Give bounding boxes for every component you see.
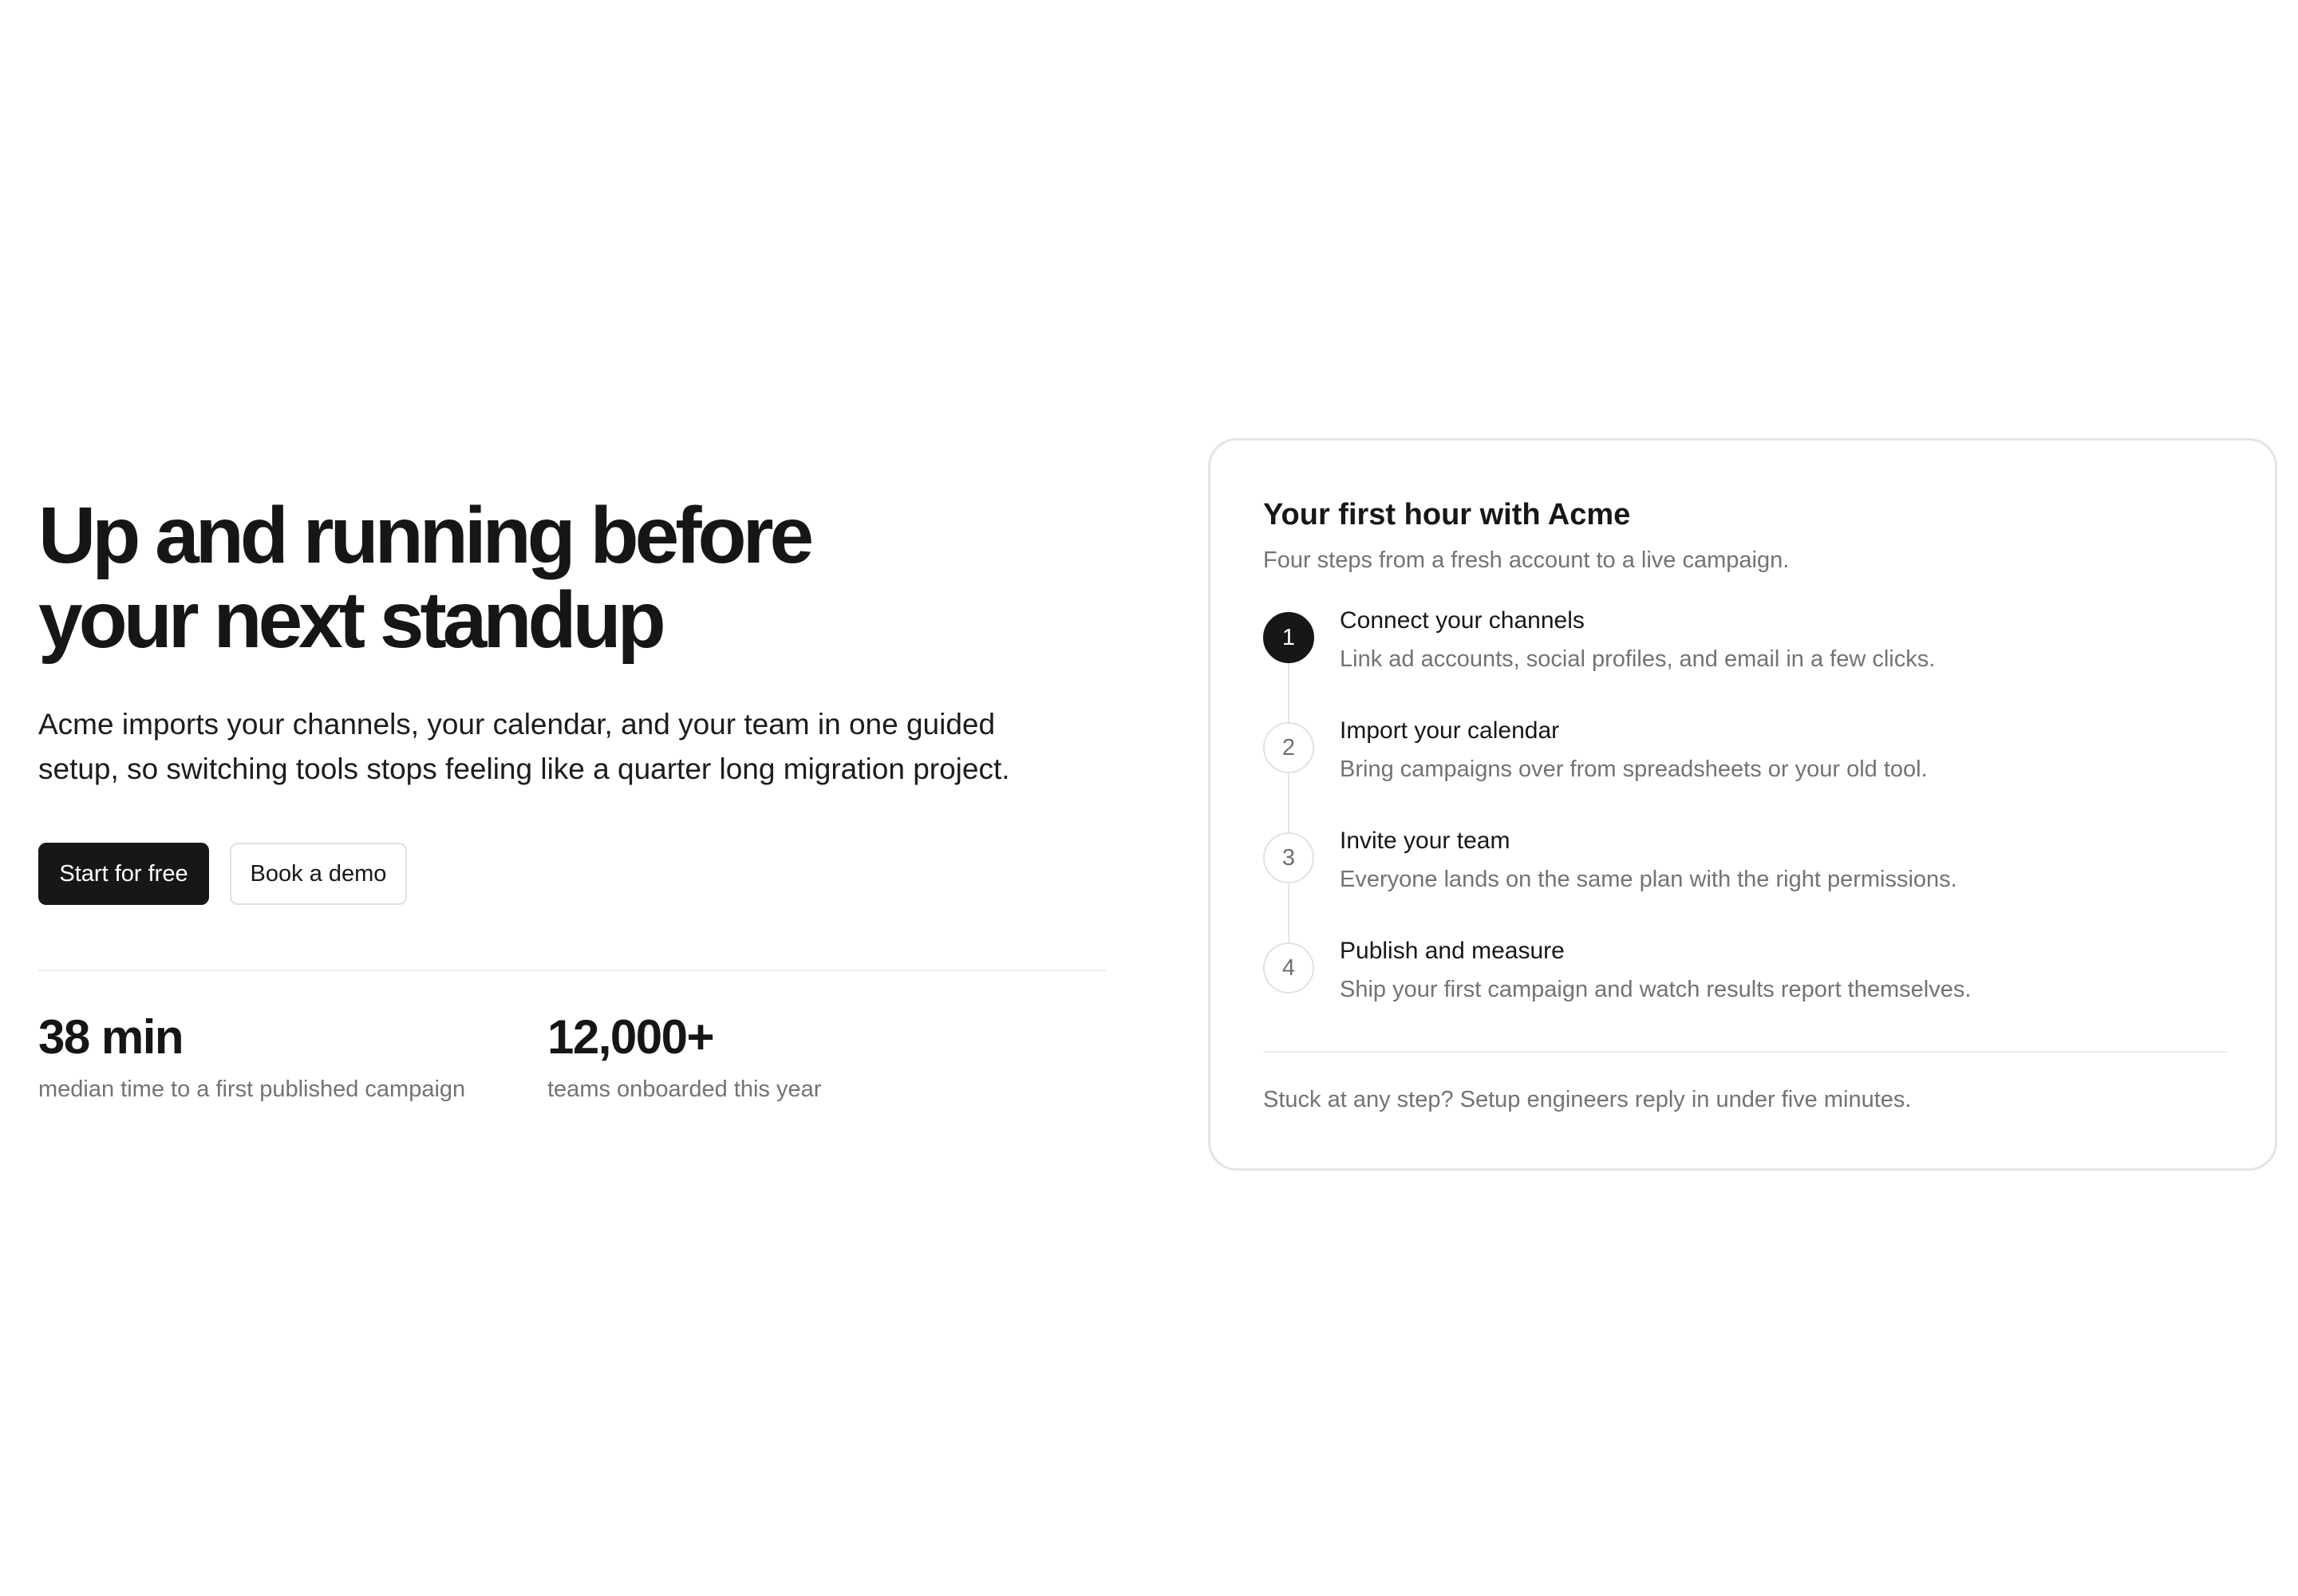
stat-label: median time to a first published campaign: [38, 1077, 466, 1102]
step-description: Everyone lands on the same plan with the right permissions.: [1340, 867, 1957, 892]
step-title: Import your calendar: [1340, 717, 1560, 744]
step-description: Link ad accounts, social profiles, and email in a few clicks.: [1340, 646, 1936, 672]
stat-label: teams onboarded this year: [547, 1077, 822, 1102]
stat-time-to-campaign: [38, 1007, 465, 1104]
step-import-calendar: [1263, 717, 2229, 802]
card-divider: [1263, 1051, 2227, 1053]
onboarding-card: [1208, 438, 2277, 1171]
step-connect-channels: [1263, 607, 2229, 692]
hero-title-line-2: your next standup: [38, 575, 662, 665]
step-number-badge: 4: [1263, 942, 1314, 994]
card-footer-note: Stuck at any step? Setup engineers reply in under five minutes.: [1263, 1087, 1912, 1112]
hero-description-line-1: Acme imports your channels, your calendar, and your team in one guided: [38, 708, 996, 741]
hero-description-line-2: setup, so switching tools stops feeling like a quarter long migration project.: [38, 753, 1010, 785]
card-subtitle: Four steps from a fresh account to a live campaign.: [1263, 547, 1790, 573]
step-publish-measure: [1263, 938, 2229, 1022]
hero-description: [38, 702, 1108, 792]
step-description: Ship your first campaign and watch results report themselves.: [1340, 977, 1972, 1002]
stat-value: 12,000+: [547, 1010, 714, 1064]
start-for-free-button[interactable]: Start for free: [38, 843, 209, 905]
step-number-badge: 1: [1263, 612, 1314, 663]
step-title: Publish and measure: [1340, 938, 1565, 964]
hero-title: [38, 491, 1108, 665]
step-number-badge: 3: [1263, 832, 1314, 883]
hero-title-line-1: Up and running before: [38, 491, 811, 580]
stat-teams-onboarded: [547, 1007, 821, 1104]
step-title: Connect your channels: [1340, 607, 1585, 634]
step-number-badge: 2: [1263, 722, 1314, 773]
step-title: Invite your team: [1340, 828, 1510, 854]
step-description: Bring campaigns over from spreadsheets or your old tool.: [1340, 757, 1928, 782]
book-a-demo-button[interactable]: Book a demo: [230, 843, 407, 905]
card-title: Your first hour with Acme: [1263, 498, 1631, 531]
hero-actions: [38, 843, 407, 905]
step-invite-team: [1263, 828, 2229, 912]
stat-value: 38 min: [38, 1010, 184, 1064]
stats-divider: [38, 970, 1106, 971]
